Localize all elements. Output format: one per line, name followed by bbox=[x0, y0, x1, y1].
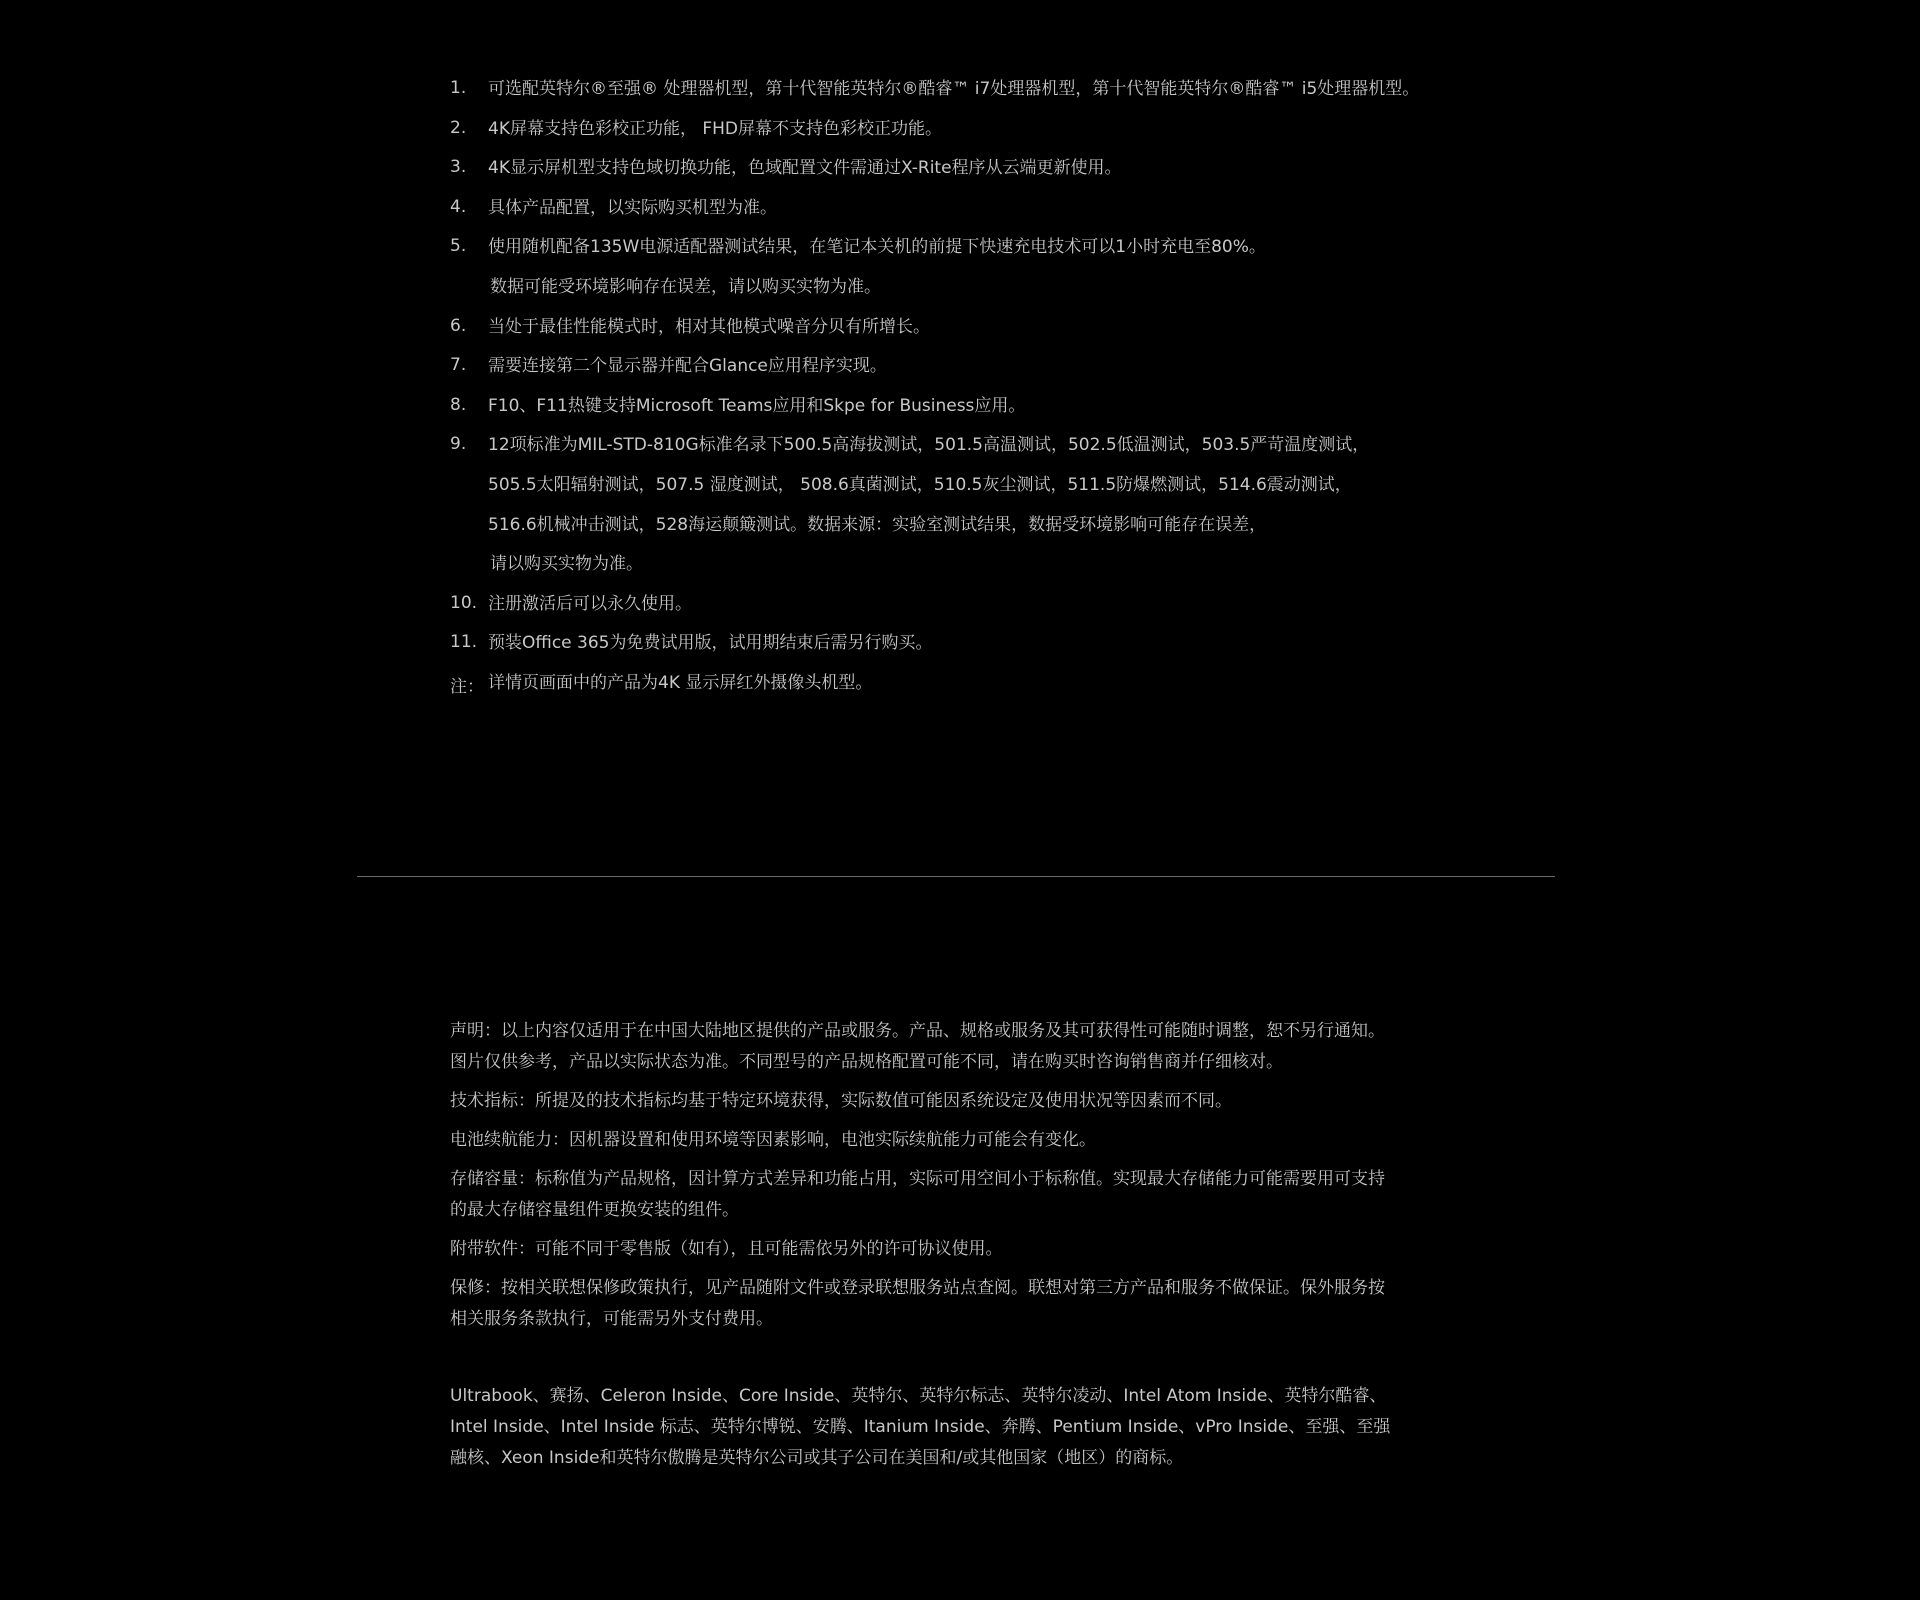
footnote-number: 8. bbox=[450, 394, 467, 415]
disclaimer-line: 存储容量：标称值为产品规格，因计算方式差异和功能占用，实际可用空间小于标称值。实现最大存储能力可能需要用可支持 bbox=[450, 1169, 1385, 1189]
footnote-text: 使用随机配备135W电源适配器测试结果，在笔记本关机的前提下快速充电技术可以1小时充电至80%。 bbox=[488, 237, 1266, 258]
footnote-item bbox=[450, 236, 1550, 315]
footnote-text: 4K显示屏机型支持色域切换功能，色域配置文件需通过X-Rite程序从云端更新使用。 bbox=[488, 158, 1122, 179]
trademark-notice bbox=[450, 1381, 1460, 1474]
footnote-number: 1. bbox=[450, 78, 467, 98]
disclaimer-line: 相关服务条款执行，可能需另外支付费用。 bbox=[450, 1309, 773, 1329]
footnote-text-continuation: 数据可能受环境影响存在误差，请以购买实物为准。 bbox=[490, 276, 881, 297]
disclaimer-line: 电池续航能力：因机器设置和使用环境等因素影响，电池实际续航能力可能会有变化。 bbox=[450, 1130, 1096, 1150]
disclaimer-statement bbox=[450, 1016, 1460, 1078]
footnote-number: 2. bbox=[450, 117, 467, 138]
footnote-item bbox=[450, 434, 1550, 592]
footnote-text-continuation: 请以购买实物为准。 bbox=[490, 554, 643, 575]
footnote-item bbox=[450, 632, 1550, 672]
footnote-note bbox=[450, 672, 1550, 712]
disclaimer-battery bbox=[450, 1125, 1460, 1156]
trademark-line: Intel Inside、Intel Inside 标志、英特尔博锐、安腾、Itanium Inside、奔腾、Pentium Inside、vPro Inside、至强、至强 bbox=[450, 1417, 1391, 1437]
footnotes-list bbox=[450, 78, 1550, 712]
footnote-item bbox=[450, 395, 1550, 435]
trademark-line: Ultrabook、赛扬、Celeron Inside、Core Inside、英特尔、英特尔标志、英特尔凌动、Intel Atom Inside、英特尔酷睿、 bbox=[450, 1386, 1387, 1406]
footnote-text: 4K屏幕支持色彩校正功能， FHD屏幕不支持色彩校正功能。 bbox=[488, 118, 943, 139]
trademark-line: 融核、Xeon Inside和英特尔傲腾是英特尔公司或其子公司在美国和/或其他国家（地区）的商标。 bbox=[450, 1448, 1184, 1468]
disclaimer-line: 的最大存储容量组件更换安装的组件。 bbox=[450, 1200, 739, 1220]
footnote-item bbox=[450, 157, 1550, 197]
footnote-item bbox=[450, 316, 1550, 356]
footnote-number: 7. bbox=[450, 355, 467, 376]
footnote-text: 注册激活后可以永久使用。 bbox=[488, 593, 692, 614]
disclaimer-line: 声明：以上内容仅适用于在中国大陆地区提供的产品或服务。产品、规格或服务及其可获得性可能随时调整，恕不另行通知。 bbox=[450, 1021, 1385, 1041]
footnote-text: 需要连接第二个显示器并配合Glance应用程序实现。 bbox=[488, 356, 887, 377]
footnote-number: 9. bbox=[450, 434, 467, 455]
footnote-number: 6. bbox=[450, 315, 467, 336]
section-divider bbox=[357, 876, 1555, 877]
disclaimer-line: 附带软件：可能不同于零售版（如有），且可能需依另外的许可协议使用。 bbox=[450, 1239, 1003, 1259]
footnote-text: 当处于最佳性能模式时，相对其他模式噪音分贝有所增长。 bbox=[488, 316, 930, 337]
footnote-number: 5. bbox=[450, 236, 467, 257]
footnote-text: 可选配英特尔®至强® 处理器机型，第十代智能英特尔®酷睿™ i7处理器机型，第十代智能英特尔®酷睿™ i5处理器机型。 bbox=[488, 79, 1420, 99]
disclaimer-warranty bbox=[450, 1273, 1460, 1335]
footnote-text-continuation: 505.5太阳辐射测试，507.5 湿度测试， 508.6真菌测试，510.5灰尘测试，511.5防爆燃测试，514.6震动测试， bbox=[488, 474, 1352, 495]
footnote-item bbox=[450, 593, 1550, 633]
footnote-text-continuation: 516.6机械冲击测试，528海运颠簸测试。数据来源：实验室测试结果，数据受环境影响可能存在误差， bbox=[488, 514, 1267, 535]
disclaimer-storage bbox=[450, 1164, 1460, 1226]
note-prefix: 注： bbox=[450, 676, 484, 697]
disclaimer-tech-specs bbox=[450, 1086, 1460, 1117]
footnote-item bbox=[450, 355, 1550, 395]
note-text: 详情页画面中的产品为4K 显示屏红外摄像头机型。 bbox=[488, 672, 873, 693]
footnote-number: 3. bbox=[450, 157, 467, 178]
footnote-text: 具体产品配置，以实际购买机型为准。 bbox=[488, 197, 777, 218]
disclaimer-software bbox=[450, 1234, 1460, 1265]
footnote-item bbox=[450, 197, 1550, 237]
footnote-item bbox=[450, 118, 1550, 158]
disclaimer-line: 保修：按相关联想保修政策执行，见产品随附文件或登录联想服务站点查阅。联想对第三方产品和服务不做保证。保外服务按 bbox=[450, 1278, 1385, 1298]
footnote-text: 预装Office 365为免费试用版，试用期结束后需另行购买。 bbox=[488, 633, 933, 654]
footnote-number: 10. bbox=[450, 592, 478, 613]
disclaimer-line: 图片仅供参考，产品以实际状态为准。不同型号的产品规格配置可能不同，请在购买时咨询销售商并仔细核对。 bbox=[450, 1052, 1283, 1072]
footnote-number: 11. bbox=[450, 632, 478, 653]
footnote-number: 4. bbox=[450, 196, 467, 217]
footnote-text: 12项标准为MIL-STD-810G标准名录下500.5高海拔测试，501.5高温测试，502.5低温测试，503.5严苛温度测试， bbox=[488, 435, 1370, 456]
footnote-text: F10、F11热键支持Microsoft Teams应用和Skpe for Business应用。 bbox=[488, 395, 1026, 416]
footnote-item bbox=[450, 78, 1550, 118]
disclaimer-line: 技术指标：所提及的技术指标均基于特定环境获得，实际数值可能因系统设定及使用状况等因素而不同。 bbox=[450, 1091, 1232, 1111]
disclaimer-section bbox=[450, 1016, 1460, 1343]
